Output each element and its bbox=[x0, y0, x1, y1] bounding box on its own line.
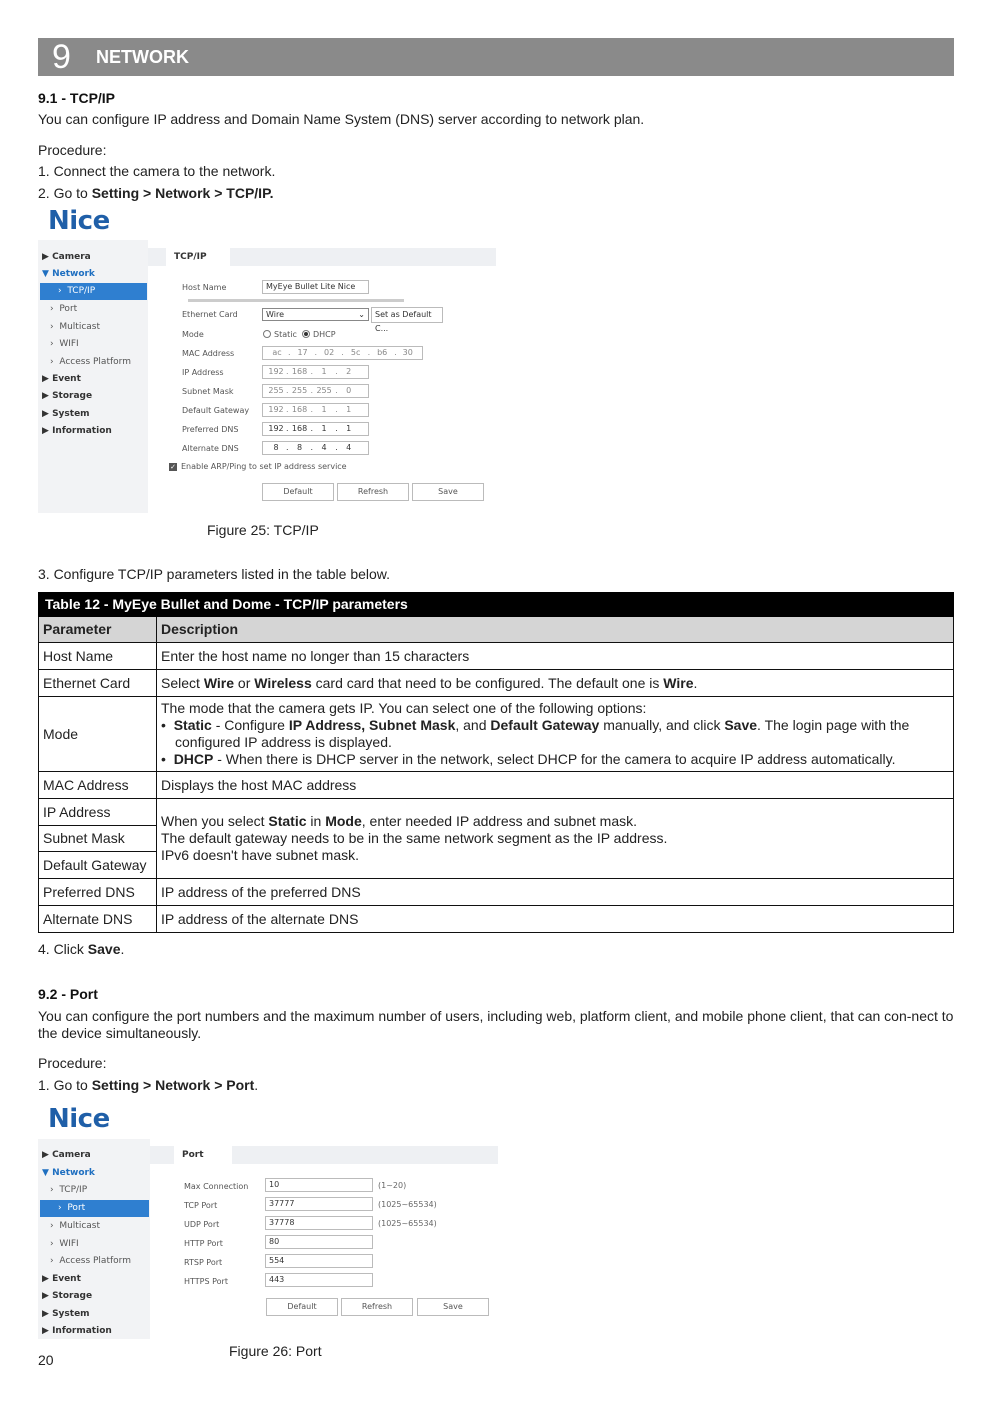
step-3: 3. Configure TCP/IP parameters listed in the table below. bbox=[38, 566, 391, 582]
tab-tcpip[interactable]: TCP/IP bbox=[166, 248, 230, 266]
host-name-input[interactable]: MyEye Bullet Lite Nice bbox=[262, 280, 369, 294]
chapter-number: 9 bbox=[52, 38, 71, 76]
tcpip-screenshot bbox=[38, 240, 496, 513]
sidebar-item-port[interactable]: › Port bbox=[40, 1200, 149, 1217]
preferred-dns-input[interactable]: 192 . 168 . 1 . 1 bbox=[262, 422, 369, 436]
page-number: 20 bbox=[38, 1352, 54, 1368]
dhcp-radio[interactable] bbox=[302, 330, 310, 338]
ethernet-card-select[interactable]: Wire ⌄ bbox=[262, 308, 369, 321]
subnet-mask-label: Subnet Mask bbox=[182, 387, 234, 396]
udp-port-label: UDP Port bbox=[184, 1220, 220, 1229]
default-button[interactable]: Default bbox=[262, 483, 334, 501]
tab-port[interactable]: Port bbox=[174, 1146, 232, 1164]
param-cell: Default Gateway bbox=[39, 852, 157, 879]
procedure-label: Procedure: bbox=[38, 1055, 107, 1071]
step-2: 2. Go to Setting > Network > TCP/IP. bbox=[38, 185, 274, 201]
figure-caption-port: Figure 26: Port bbox=[229, 1343, 322, 1359]
desc-cell: Select Wire or Wireless card card that need to be configured. The default one is Wire. bbox=[157, 670, 954, 697]
param-cell: Host Name bbox=[39, 643, 157, 670]
refresh-button[interactable]: Refresh bbox=[337, 483, 409, 501]
table-row bbox=[39, 697, 954, 772]
max-connection-hint: (1~20) bbox=[378, 1181, 407, 1190]
default-gateway-input[interactable]: 192 . 168 . 1 . 1 bbox=[262, 403, 369, 417]
param-cell: Preferred DNS bbox=[39, 879, 157, 906]
mac-address-field: ac . 17 . 02 . 5c . b6 . 30 bbox=[262, 346, 423, 360]
sidebar-item-information[interactable]: ▶ Information bbox=[42, 426, 112, 436]
desc-cell: Enter the host name no longer than 15 characters bbox=[157, 643, 954, 670]
static-radio[interactable] bbox=[263, 330, 271, 338]
sidebar-item-wifi[interactable]: › WIFI bbox=[50, 339, 79, 349]
nice-logo: Nice bbox=[48, 1104, 110, 1134]
https-port-label: HTTPS Port bbox=[184, 1277, 228, 1286]
sidebar-item-port[interactable]: › Port bbox=[50, 304, 78, 314]
max-connection-label: Max Connection bbox=[184, 1182, 249, 1191]
table-row bbox=[39, 906, 954, 933]
alternate-dns-label: Alternate DNS bbox=[182, 444, 239, 453]
desc-cell: The mode that the camera gets IP. You can select one of the following options: • Static - Configure IP Address, Subnet Mask, and Default Gateway manually, and click Save. The login page with the configured IP address is displayed. • DHCP - When there is DHCP server in the network, select DHCP for the camera to acquire IP address automatically. bbox=[157, 697, 954, 772]
settings-sidebar bbox=[38, 1139, 150, 1339]
rtsp-port-label: RTSP Port bbox=[184, 1258, 223, 1267]
table-row bbox=[39, 799, 954, 826]
sidebar-item-multicast[interactable]: › Multicast bbox=[50, 322, 101, 332]
desc-cell: When you select Static in Mode, enter needed IP address and subnet mask. The default gateway needs to be in the same network segment as the IP address. IPv6 doesn't have subnet mask. bbox=[157, 799, 954, 879]
column-header-description: Description bbox=[157, 617, 954, 643]
sidebar-item-multicast[interactable]: › Multicast bbox=[50, 1221, 101, 1231]
step-1: 1. Connect the camera to the network. bbox=[38, 163, 276, 179]
tcpip-parameters-table bbox=[38, 592, 954, 933]
sidebar-item-wifi[interactable]: › WIFI bbox=[50, 1239, 79, 1249]
preferred-dns-label: Preferred DNS bbox=[182, 425, 239, 434]
desc-cell: Displays the host MAC address bbox=[157, 772, 954, 799]
default-button[interactable]: Default bbox=[266, 1298, 338, 1316]
param-cell: MAC Address bbox=[39, 772, 157, 799]
ethernet-card-label: Ethernet Card bbox=[182, 310, 238, 319]
desc-cell: IP address of the preferred DNS bbox=[157, 879, 954, 906]
table-row bbox=[39, 643, 954, 670]
step-4: 4. Click Save. bbox=[38, 941, 125, 957]
sidebar-item-storage[interactable]: ▶ Storage bbox=[42, 391, 93, 401]
sidebar-item-access-platform[interactable]: › Access Platform bbox=[50, 1256, 131, 1266]
desc-cell: IP address of the alternate DNS bbox=[157, 906, 954, 933]
param-cell: Alternate DNS bbox=[39, 906, 157, 933]
section-heading-port: 9.2 - Port bbox=[38, 986, 98, 1002]
settings-sidebar bbox=[38, 240, 148, 513]
table-title: Table 12 - MyEye Bullet and Dome - TCP/IP parameters bbox=[39, 593, 954, 617]
sidebar-item-tcpip[interactable]: › TCP/IP bbox=[50, 1185, 88, 1195]
section-heading-tcpip: 9.1 - TCP/IP bbox=[38, 90, 116, 106]
ip-address-input[interactable]: 192 . 168 . 1 . 2 bbox=[262, 365, 369, 379]
sidebar-item-tcpip[interactable]: › TCP/IP bbox=[40, 283, 147, 300]
column-header-parameter: Parameter bbox=[39, 617, 157, 643]
arp-ping-option: ✓ Enable ARP/Ping to set IP address service bbox=[170, 462, 347, 471]
arp-ping-checkbox[interactable]: ✓ bbox=[170, 462, 176, 471]
nice-logo: Nice bbox=[48, 206, 110, 236]
tcp-port-label: TCP Port bbox=[184, 1201, 218, 1210]
sidebar-item-event[interactable]: ▶ Event bbox=[42, 374, 81, 384]
refresh-button[interactable]: Refresh bbox=[341, 1298, 413, 1316]
host-name-label: Host Name bbox=[182, 283, 227, 292]
divider bbox=[188, 299, 404, 302]
http-port-input[interactable]: 80 bbox=[265, 1235, 373, 1249]
rtsp-port-input[interactable]: 554 bbox=[265, 1254, 373, 1268]
alternate-dns-input[interactable]: 8 . 8 . 4 . 4 bbox=[262, 441, 369, 455]
sidebar-item-camera[interactable]: ▶ Camera bbox=[42, 252, 91, 262]
subnet-mask-input[interactable]: 255 . 255 . 255 . 0 bbox=[262, 384, 369, 398]
table-row bbox=[39, 879, 954, 906]
mode-radio-group: Static DHCP bbox=[263, 330, 336, 339]
udp-port-input[interactable]: 37778 bbox=[265, 1216, 373, 1230]
port-screenshot bbox=[38, 1139, 498, 1339]
sidebar-item-system[interactable]: ▶ System bbox=[42, 409, 90, 419]
tcp-port-hint: (1025~65534) bbox=[378, 1200, 437, 1209]
set-default-button[interactable]: Set as Default C... bbox=[371, 307, 443, 323]
mac-address-label: MAC Address bbox=[182, 349, 235, 358]
sidebar-item-storage[interactable]: ▶ Storage bbox=[42, 1291, 93, 1301]
sidebar-item-access-platform[interactable]: › Access Platform bbox=[50, 357, 131, 367]
section-intro-tcpip: You can configure IP address and Domain Name System (DNS) server according to network plan. bbox=[38, 111, 645, 127]
max-connection-input[interactable]: 10 bbox=[265, 1178, 373, 1192]
udp-port-hint: (1025~65534) bbox=[378, 1219, 437, 1228]
save-button[interactable]: Save bbox=[417, 1298, 489, 1316]
table-row bbox=[39, 670, 954, 697]
mode-label: Mode bbox=[182, 330, 204, 339]
figure-caption-tcpip: Figure 25: TCP/IP bbox=[207, 522, 319, 538]
save-button[interactable]: Save bbox=[412, 483, 484, 501]
tcp-port-input[interactable]: 37777 bbox=[265, 1197, 373, 1211]
sidebar-item-information[interactable]: ▶ Information bbox=[42, 1326, 112, 1336]
table-row bbox=[39, 772, 954, 799]
sidebar-item-network[interactable]: ▼ Network bbox=[42, 1168, 95, 1178]
sidebar-item-event[interactable]: ▶ Event bbox=[42, 1274, 81, 1284]
ip-address-label: IP Address bbox=[182, 368, 224, 377]
chevron-down-icon: ⌄ bbox=[358, 310, 365, 319]
chapter-title: NETWORK bbox=[96, 47, 189, 67]
default-gateway-label: Default Gateway bbox=[182, 406, 250, 415]
step-1: 1. Go to Setting > Network > Port. bbox=[38, 1077, 259, 1093]
param-cell: IP Address bbox=[39, 799, 157, 826]
https-port-input[interactable]: 443 bbox=[265, 1273, 373, 1287]
sidebar-item-camera[interactable]: ▶ Camera bbox=[42, 1150, 91, 1160]
http-port-label: HTTP Port bbox=[184, 1239, 223, 1248]
param-cell: Ethernet Card bbox=[39, 670, 157, 697]
section-intro-port: You can configure the port numbers and the maximum number of users, including web, platform client, and mobile phone client, that can con-nect to the device simultaneously. bbox=[38, 1008, 954, 1041]
sidebar-item-system[interactable]: ▶ System bbox=[42, 1309, 90, 1319]
procedure-label: Procedure: bbox=[38, 142, 107, 158]
sidebar-item-network[interactable]: ▼ Network bbox=[42, 269, 95, 279]
param-cell: Subnet Mask bbox=[39, 826, 157, 852]
param-cell: Mode bbox=[39, 697, 157, 772]
